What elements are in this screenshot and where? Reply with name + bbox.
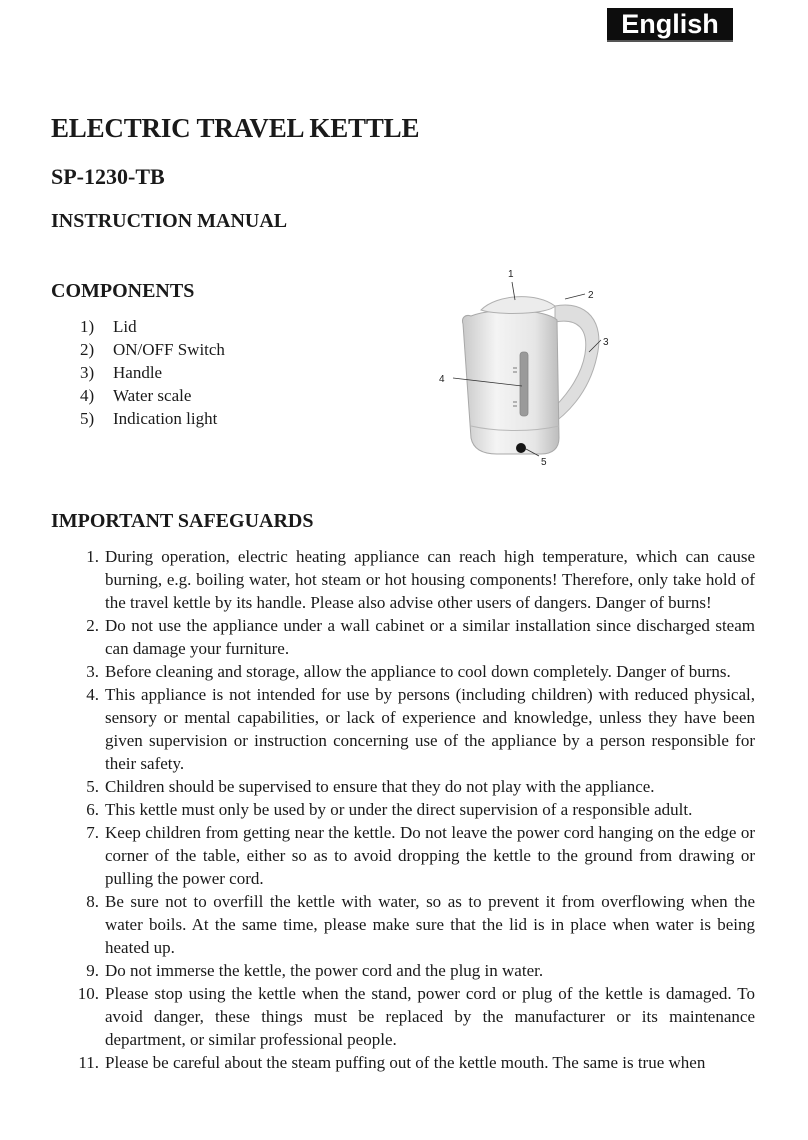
safeguard-item (71, 959, 755, 982)
safeguard-number: 6. (86, 800, 99, 819)
component-label: Water scale (113, 386, 192, 405)
safeguard-item (71, 614, 755, 660)
safeguard-item (71, 660, 755, 683)
safeguard-text: This appliance is not intended for use by persons (including children) with reduced physical, sensory or mental capabilities, or lack of experience and knowledge, unless they have been given supervision or instruction concerning use of the appliance by a person responsible for their safety. (105, 685, 755, 773)
model-number: SP-1230-TB (51, 164, 165, 189)
component-number: 4) (80, 386, 95, 405)
safeguard-text: Keep children from getting near the kettle. Do not leave the power cord hanging on the edge or corner of the table, either so as to avoid dropping the kettle to the ground from drawing or pulling the power cord. (105, 823, 755, 888)
callout-number: 5 (541, 457, 547, 468)
component-number: 1) (80, 317, 95, 336)
safeguard-text: Do not immerse the kettle, the power cord and the plug in water. (105, 961, 544, 980)
safeguard-number: 8. (86, 892, 99, 911)
safeguards-heading: IMPORTANT SAFEGUARDS (51, 510, 314, 532)
callout-number: 4 (439, 374, 445, 385)
components-list (80, 315, 225, 430)
component-item (80, 361, 225, 384)
callout-number: 1 (508, 269, 514, 280)
kettle-body (462, 310, 559, 454)
safeguard-text: Please stop using the kettle when the stand, power cord or plug of the kettle is damaged. To avoid danger, these things must be replaced by the manufacturer or its maintenance department, or similar professional people. (105, 984, 755, 1049)
safeguard-number: 7. (86, 823, 99, 842)
safeguard-item (71, 821, 755, 890)
safeguard-item (71, 798, 755, 821)
safeguard-text: Do not use the appliance under a wall cabinet or a similar installation since discharged steam can damage your furniture. (105, 616, 755, 658)
component-item (80, 315, 225, 338)
component-label: ON/OFF Switch (113, 340, 225, 359)
safeguards-list (71, 545, 755, 1074)
component-number: 5) (80, 409, 95, 428)
water-scale-window (520, 352, 528, 416)
safeguard-text: Please be careful about the steam puffing out of the kettle mouth. The same is true when (105, 1053, 706, 1072)
component-label: Indication light (113, 409, 218, 428)
callout-number: 3 (603, 337, 609, 348)
safeguard-number: 3. (86, 662, 99, 681)
component-number: 2) (80, 340, 95, 359)
kettle-diagram (437, 266, 617, 472)
component-number: 3) (80, 363, 95, 382)
safeguard-number: 2. (86, 616, 99, 635)
component-item (80, 384, 225, 407)
safeguard-number: 11. (78, 1053, 99, 1072)
safeguard-item (71, 545, 755, 614)
manual-subtitle: INSTRUCTION MANUAL (51, 210, 288, 232)
component-label: Lid (113, 317, 137, 336)
indication-light (516, 443, 526, 453)
safeguard-item (71, 683, 755, 775)
kettle-lid (481, 297, 555, 314)
safeguard-text: Be sure not to overfill the kettle with water, so as to prevent it from overflowing when the water boils. At the same time, please make sure that the lid is in place when water is being heated up. (105, 892, 755, 957)
callout-number: 2 (588, 290, 594, 301)
safeguard-number: 4. (86, 685, 99, 704)
document-title: ELECTRIC TRAVEL KETTLE (51, 113, 420, 143)
language-badge: English (607, 8, 733, 42)
safeguard-item (71, 775, 755, 798)
component-item (80, 407, 225, 430)
safeguard-number: 10. (77, 984, 99, 1003)
component-label: Handle (113, 363, 163, 382)
safeguard-text: Children should be supervised to ensure that they do not play with the appliance. (105, 777, 655, 796)
safeguard-number: 1. (86, 547, 99, 566)
safeguard-text: Before cleaning and storage, allow the appliance to cool down completely. Danger of burns. (105, 662, 731, 681)
safeguard-item (71, 890, 755, 959)
safeguard-text: During operation, electric heating appliance can reach high temperature, which can cause burning, e.g. boiling water, hot steam or hot housing components! Therefore, only take hold of the travel kettle by its handle. Please also advise other users of dangers. Danger of burns! (105, 547, 755, 612)
component-item (80, 338, 225, 361)
safeguard-item (71, 982, 755, 1051)
safeguard-item (71, 1051, 755, 1074)
safeguard-text: This kettle must only be used by or under the direct supervision of a responsible adult. (105, 800, 693, 819)
components-heading: COMPONENTS (51, 280, 195, 302)
safeguard-number: 5. (86, 777, 99, 796)
safeguard-number: 9. (86, 961, 99, 980)
